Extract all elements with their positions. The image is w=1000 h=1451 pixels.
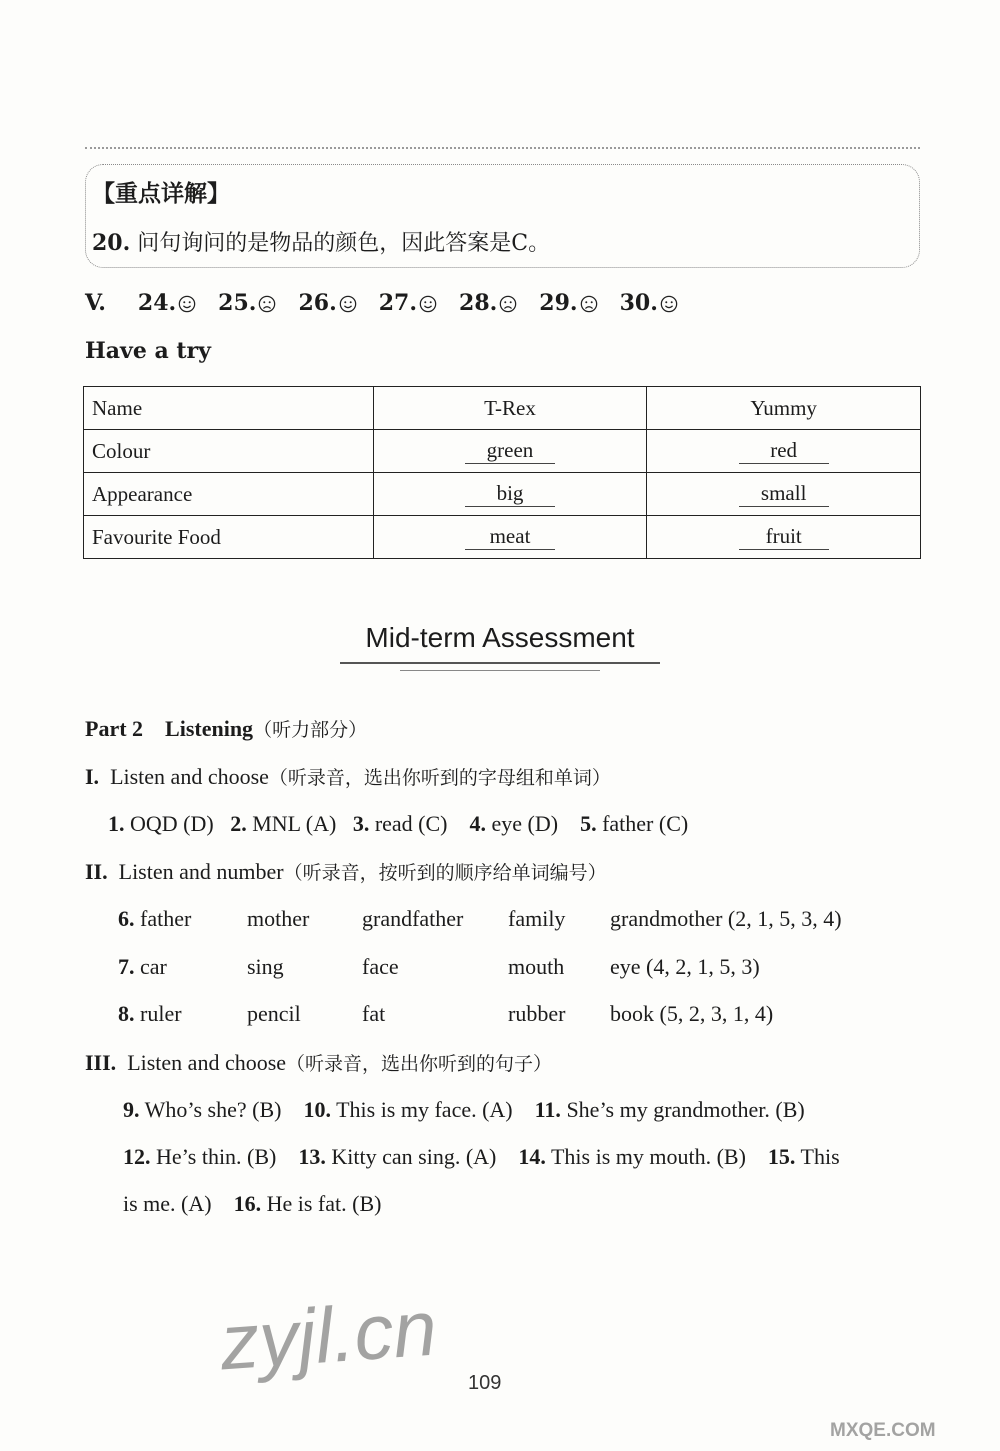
face-item: 25. [218, 290, 276, 316]
number-row: 8. ruler [118, 1001, 182, 1026]
word-item: mother [247, 906, 310, 931]
table-header-row [84, 387, 921, 430]
answer-item: OQD (D) [130, 811, 214, 836]
answer-blank: meat [465, 524, 555, 550]
table-cell [373, 473, 647, 516]
have-a-try-heading: Have a try [85, 338, 211, 364]
question-iii-answers: is me. (A) 16. He is fat. (B) [123, 1191, 382, 1216]
question-ii-heading: II. Listen and number（听录音，按听到的顺序给单词编号） [85, 859, 607, 884]
table-cell: Name [84, 387, 374, 430]
table-row [84, 516, 921, 559]
word-item: eye (4, 2, 1, 5, 3) [610, 954, 760, 979]
answer-blank: big [465, 481, 555, 507]
question-i-heading: I. Listen and choose（听录音，选出你听到的字母组和单词） [85, 764, 611, 789]
answer-item: father (C) [602, 811, 689, 836]
answer-item: This is my mouth. (B) [550, 1144, 746, 1169]
question-iii-heading: III. Listen and choose（听录音，选出你听到的句子） [85, 1050, 553, 1075]
section-title: Mid-term Assessment [365, 622, 635, 653]
answer-item: read (C) [374, 811, 448, 836]
happy-face-icon [660, 295, 678, 313]
question-i-answers: 1. OQD (D) 2. MNL (A) 3. read (C) 4. eye (D) 5. father (C) [108, 811, 689, 836]
table-row [84, 430, 921, 473]
word-item: mouth [508, 954, 565, 979]
table-cell: Appearance [84, 473, 374, 516]
face-item: 27. [379, 290, 437, 316]
table-cell [647, 516, 921, 559]
answer-item: Who’s she? (B) [144, 1097, 282, 1122]
answer-item: He is fat. (B) [266, 1191, 382, 1216]
page-number: 109 [468, 1372, 502, 1394]
title-underline [340, 662, 660, 664]
answer-blank: red [739, 438, 829, 464]
table-cell [647, 473, 921, 516]
word-item: face [362, 954, 399, 979]
key-points-text [92, 226, 550, 257]
word-item: grandmother (2, 1, 5, 3, 4) [610, 906, 842, 931]
word-item: grandfather [362, 906, 464, 931]
face-item: 26. [298, 290, 356, 316]
face-item: 24. [138, 290, 196, 316]
answer-item: This [800, 1144, 840, 1169]
faces-answer-row [85, 290, 678, 316]
word-item: family [508, 906, 566, 931]
table-cell: T-Rex [373, 387, 647, 430]
answer-item: MNL (A) [252, 811, 337, 836]
table-cell: Favourite Food [84, 516, 374, 559]
word-item: rubber [508, 1001, 566, 1026]
table-cell [373, 516, 647, 559]
answer-item: is me. (A) [123, 1191, 212, 1216]
table-cell: Yummy [647, 387, 921, 430]
happy-face-icon [178, 295, 196, 313]
sad-face-icon [580, 295, 598, 313]
dinosaur-info-table [83, 386, 921, 559]
word-item: sing [247, 954, 284, 979]
face-item: 30. [620, 290, 678, 316]
watermark-corner: MXQE.COM [830, 1420, 936, 1441]
table-cell [647, 430, 921, 473]
answer-blank: fruit [739, 524, 829, 550]
title-underline-thin [400, 670, 600, 671]
table-cell [373, 430, 647, 473]
answer-item: This is my face. (A) [336, 1097, 513, 1122]
faces-row-label: V. [85, 290, 106, 316]
watermark-logo: zyjl.cn [217, 1283, 440, 1387]
word-item: fat [362, 1001, 386, 1026]
sad-face-icon [258, 295, 276, 313]
question-iii-answers: 9. Who’s she? (B) 10. This is my face. (A) 11. She’s my grandmother. (B) [123, 1097, 805, 1122]
answer-item: eye (D) [491, 811, 559, 836]
happy-face-icon [419, 295, 437, 313]
happy-face-icon [339, 295, 357, 313]
answer-item: He’s thin. (B) [156, 1144, 277, 1169]
answer-blank: small [739, 481, 829, 507]
answer-item: Kitty can sing. (A) [331, 1144, 497, 1169]
table-cell: Colour [84, 430, 374, 473]
number-row: 7. car [118, 954, 167, 979]
number-row: 6. father [118, 906, 192, 931]
sad-face-icon [499, 295, 517, 313]
face-item: 28. [459, 290, 517, 316]
face-item: 29. [539, 290, 597, 316]
key-point-explanation: 问句询问的是物品的颜色，因此答案是C。 [137, 231, 551, 256]
word-item: book (5, 2, 3, 1, 4) [610, 1001, 774, 1026]
key-point-number: 20. [92, 230, 131, 256]
key-points-title: 【重点详解】 [92, 180, 230, 207]
table-row [84, 473, 921, 516]
question-iii-answers: 12. He’s thin. (B) 13. Kitty can sing. (A) 14. This is my mouth. (B) 15. This [123, 1144, 840, 1169]
word-item: pencil [247, 1001, 301, 1026]
answer-item: She’s my grandmother. (B) [566, 1097, 805, 1122]
dotted-separator [85, 147, 920, 149]
answer-blank: green [465, 438, 555, 464]
part-heading: Part 2 Listening（听力部分） [85, 716, 368, 741]
